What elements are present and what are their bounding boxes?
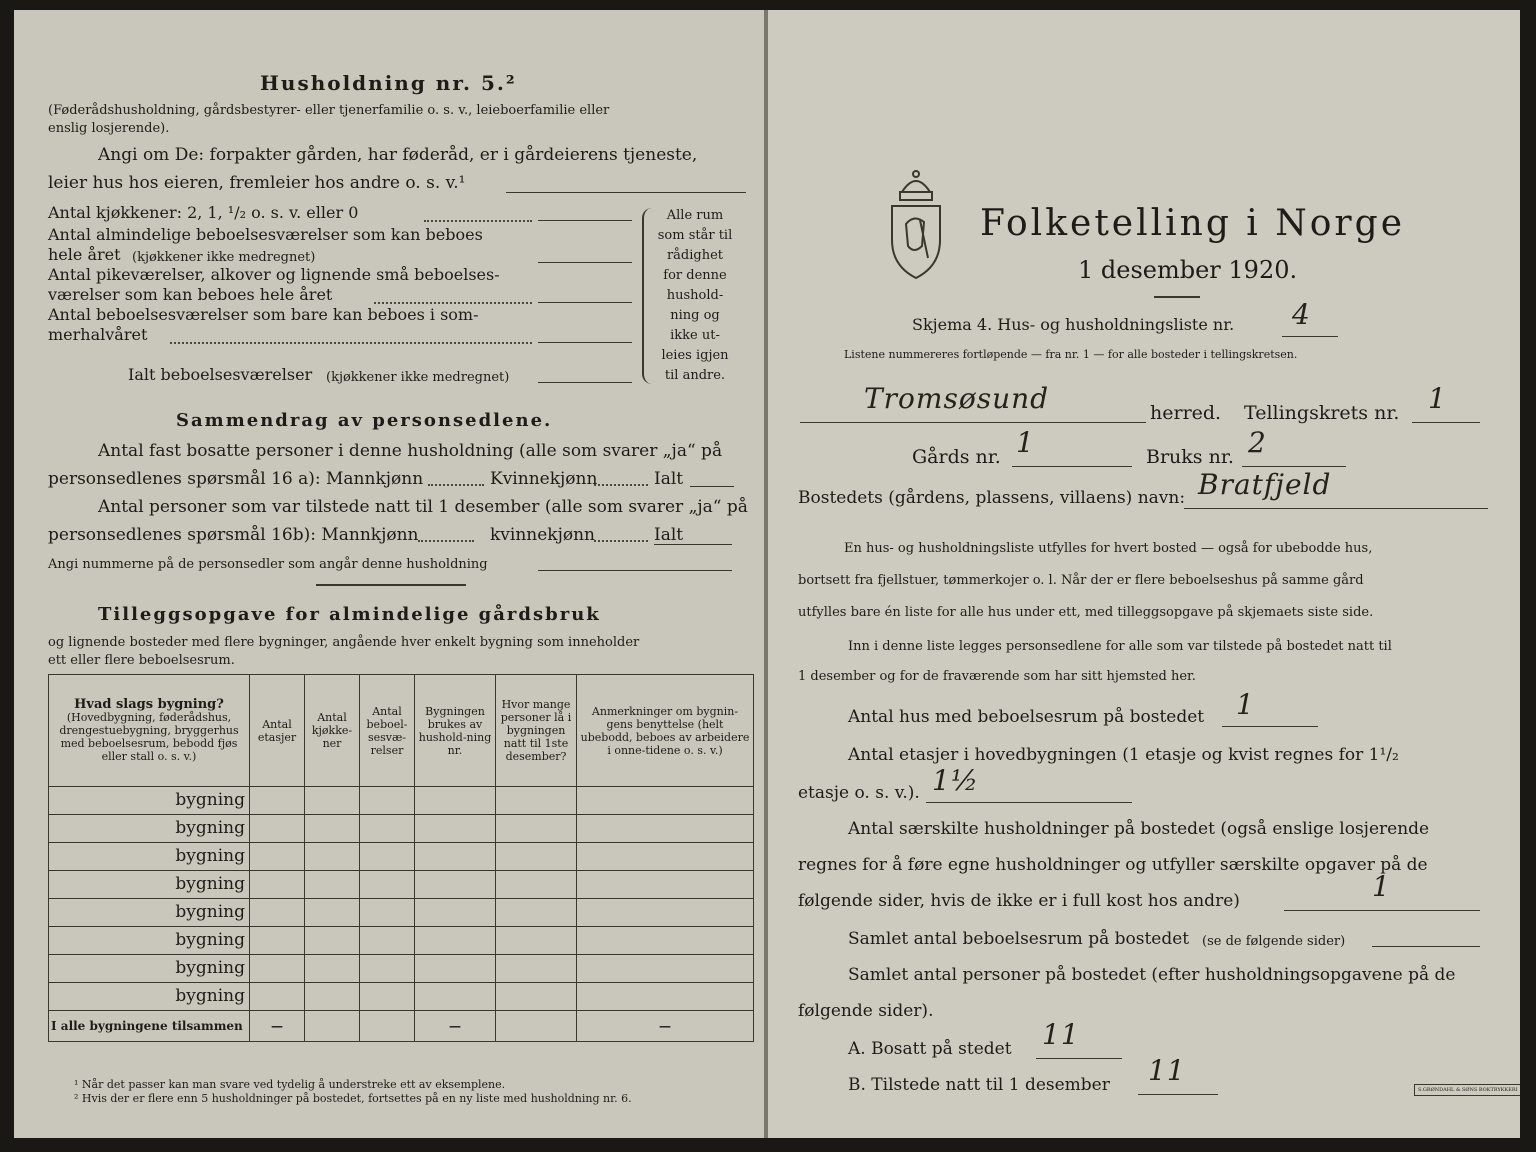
herred-line [800,422,1146,423]
kitchens-leader [424,220,532,222]
households-line [1284,910,1480,911]
building-rows [49,787,754,1011]
resident-total-label: Ialt [654,469,684,489]
instruction-2: bortsett fra fjellstuer, tømmerkojer o. l. Når der er flere beboelseshus på samme gård [798,573,1364,588]
bosted-line [1184,508,1488,509]
supplement-desc-2: ett eller flere beboelsesrum. [48,653,235,668]
kitchens-cell[interactable] [305,983,360,1011]
total-rooms [360,1011,415,1042]
building-type-cell[interactable]: bygning [49,927,250,955]
header-kitchens: Antal kjøkke-ner [305,675,360,787]
bosted-label: Bostedets (gårdens, plassens, villaens) navn: [798,488,1186,508]
resident-total-answer[interactable] [690,486,734,487]
households-label-3: følgende sider, hvis de ikke er i full kost hos andre) [798,891,1240,911]
remarks-cell[interactable] [577,955,754,983]
building-type-cell[interactable]: bygning [49,843,250,871]
persons-cell[interactable] [496,927,577,955]
resident-a-value[interactable]: 11 [1042,1018,1080,1051]
rooms-label-2b: (kjøkkener ikke medregnet) [132,250,316,265]
persons-cell[interactable] [496,815,577,843]
floors-cell[interactable] [250,955,305,983]
rooms-answer[interactable] [538,262,632,263]
household-cell[interactable] [415,955,496,983]
rooms-cell[interactable] [360,955,415,983]
remarks-cell[interactable] [577,815,754,843]
side-note-line: ikke ut- [670,328,720,343]
supplement-title: Tilleggsopgave for almindelige gårdsbruk [98,604,601,625]
side-note [650,206,740,386]
header-building-type-title: Hvad slags bygning? [74,697,224,712]
present-female-answer[interactable] [594,540,648,542]
header-building-type-desc: (Hovedbygning, føderådshus, drengestuebygning, bryggerhus med beboelsesrum, bebodd fjøs eller stall o. s. v.) [59,711,239,763]
tellingskrets-value[interactable]: 1 [1428,382,1447,415]
floors-cell[interactable] [250,843,305,871]
side-note-line: som står til [657,228,733,243]
houses-line [1222,726,1318,727]
herred-label: herred. [1150,402,1222,424]
resident-male-answer[interactable] [428,484,484,486]
kitchens-cell[interactable] [305,871,360,899]
households-label-1: Antal særskilte husholdninger på bostedet (også enslige losjerende [848,819,1430,839]
total-rooms-right-line[interactable] [1372,946,1480,947]
header-remarks: Anmerkninger om bygnin-gens benyttelse (helt ubebodd, beboes av arbeidere i onne-tidene o. s. v.) [577,675,754,787]
present-b-label: B. Tilstede natt til 1 desember [848,1075,1110,1095]
bosted-value[interactable]: Bratfjeld [1198,468,1332,501]
persons-cell[interactable] [496,983,577,1011]
kitchens-cell[interactable] [305,843,360,871]
total-rooms-label-b: (kjøkkener ikke medregnet) [326,370,510,385]
resident-line-2: personsedlenes spørsmål 16 a): Mannkjønn [48,469,424,489]
kitchens-cell[interactable] [305,899,360,927]
rooms-cell[interactable] [360,871,415,899]
bruks-line [1242,466,1346,467]
building-type-cell[interactable]: bygning [49,787,250,815]
schema-label: Skjema 4. Hus- og husholdningsliste nr. [912,315,1235,334]
resident-a-label: A. Bosatt på stedet [848,1039,1012,1059]
present-line-2: personsedlenes spørsmål 16b): Mannkjønn [48,525,419,545]
maid-rooms-leader [374,302,532,304]
side-note-line: for denne [663,268,727,283]
gards-value[interactable]: 1 [1016,426,1035,459]
instruction-3: utfylles bare én liste for alle hus under ett, med tilleggsopgave på skjemaets siste side. [798,605,1374,620]
header-floors: Antal etasjer [250,675,305,787]
present-b-line [1138,1094,1218,1095]
houses-label: Antal hus med beboelsesrum på bostedet [848,707,1205,727]
gards-label: Gårds nr. [912,446,1001,468]
side-note-line: leies igjen [661,348,729,363]
total-kitchens [305,1011,360,1042]
floors-label-2: etasje o. s. v.). [798,783,920,803]
maid-rooms-label-1: Antal pikeværelser, alkover og lignende små beboelses- [48,265,500,284]
coat-of-arms-icon [884,162,948,282]
floors-cell[interactable] [250,871,305,899]
summary-title: Sammendrag av personsedlene. [176,410,553,431]
household-cell[interactable] [415,843,496,871]
angi-line-2: leier hus hos eieren, fremleier hos andre o. s. v.¹ [48,173,466,193]
present-male-answer[interactable] [418,540,474,542]
summer-rooms-leader [170,342,532,344]
building-row [49,815,754,843]
present-b-value[interactable]: 11 [1148,1054,1186,1087]
persons-cell[interactable] [496,843,577,871]
total-household: — [415,1011,496,1042]
header-household: Bygningen brukes av hushold-ning nr. [415,675,496,787]
present-total-label: Ialt [654,525,684,545]
remarks-cell[interactable] [577,843,754,871]
kitchens-answer[interactable] [538,220,632,221]
floors-cell[interactable] [250,983,305,1011]
header-rooms: Antal beboel-sesvæ-relser [360,675,415,787]
floors-label-1: Antal etasjer i hovedbygningen (1 etasje og kvist regnes for 1¹/₂ [848,745,1399,765]
floors-cell[interactable] [250,815,305,843]
side-note-line: rådighet [666,248,724,263]
resident-female-answer[interactable] [594,484,648,486]
numbering-note: Listene nummereres fortløpende — fra nr. 1 — for alle bosteder i tellingskretsen. [844,348,1298,361]
building-type-cell[interactable]: bygning [49,871,250,899]
tellingskrets-line [1412,422,1480,423]
summer-rooms-label-1: Antal beboelsesværelser som bare kan beboes i som- [48,305,479,324]
rooms-cell[interactable] [360,843,415,871]
rooms-cell[interactable] [360,899,415,927]
persons-cell[interactable] [496,787,577,815]
maid-rooms-label-2: værelser som kan beboes hele året [48,285,333,304]
supplement-desc-1: og lignende bosteder med flere bygninger, angående hver enkelt bygning som inneholder [48,635,640,650]
instruction-1: En hus- og husholdningsliste utfylles for hvert bosted — også for ubebodde hus, [844,541,1373,556]
floors-cell[interactable] [250,787,305,815]
side-note-line: til andre. [664,368,726,383]
rooms-cell[interactable] [360,983,415,1011]
total-persons-label-2: følgende sider). [798,1001,934,1021]
census-title: Folketelling i Norge [980,203,1405,244]
building-row [49,871,754,899]
side-note-line: ning og [670,308,720,323]
numbers-label: Angi nummerne på de personsedler som angår denne husholdning [48,557,488,572]
schema-number-value[interactable]: 4 [1292,298,1311,331]
household-cell[interactable] [415,927,496,955]
right-page [768,10,1520,1138]
angi-answer-line[interactable] [506,192,746,193]
households-label-2: regnes for å føre egne husholdninger og utfyller særskilte opgaver på de [798,855,1428,875]
floors-cell[interactable] [250,899,305,927]
present-female-label: kvinnekjønn [490,525,596,545]
persons-cell[interactable] [496,871,577,899]
header-building-type [49,675,250,787]
persons-cell[interactable] [496,899,577,927]
total-rooms-right-label: Samlet antal beboelsesrum på bostedet [848,929,1190,949]
building-type-cell[interactable]: bygning [49,815,250,843]
kitchens-label: Antal kjøkkener: 2, 1, ¹/₂ o. s. v. eller 0 [48,203,359,222]
household-subtitle-1: (Føderådshusholdning, gårdsbestyrer- eller tjenerfamilie o. s. v., leieboerfamilie eller [48,103,610,118]
household-cell[interactable] [415,983,496,1011]
kitchens-cell[interactable] [305,815,360,843]
building-type-cell[interactable]: bygning [49,899,250,927]
building-type-cell[interactable]: bygning [49,983,250,1011]
remarks-cell[interactable] [577,871,754,899]
printer-stamp: S.GRØNDAHL & SØNS BOKTRYKKERI [1414,1084,1520,1096]
persons-cell[interactable] [496,955,577,983]
resident-female-label: Kvinnekjønn [490,469,598,489]
household-title: Husholdning nr. 5.² [260,71,517,95]
building-row [49,899,754,927]
total-persons-label-1: Samlet antal personer på bostedet (efter husholdningsopgavene på de [848,965,1456,985]
remarks-cell[interactable] [577,899,754,927]
tellingskrets-label: Tellingskrets nr. [1244,402,1400,424]
herred-value[interactable]: Tromsøsund [864,382,1050,415]
floors-line [926,802,1132,803]
instruction-5: 1 desember og for de fraværende som har sitt hjemsted her. [798,669,1196,684]
building-table [48,674,754,1042]
present-total-answer[interactable] [654,544,732,545]
present-line-1: Antal personer som var tilstede natt til 1 desember (alle som svarer „ja“ på [98,497,748,517]
rooms-cell[interactable] [360,815,415,843]
schema-number-line [1282,336,1338,337]
household-subtitle-2: enslig losjerende). [48,121,170,136]
building-row [49,955,754,983]
floors-value[interactable]: 1½ [932,764,979,797]
remarks-cell[interactable] [577,983,754,1011]
household-cell[interactable] [415,787,496,815]
title-separator [1154,296,1200,298]
kitchens-cell[interactable] [305,787,360,815]
summer-rooms-label-2: merhalvåret [48,325,148,344]
resident-line-1: Antal fast bosatte personer i denne husholdning (alle som svarer „ja“ på [98,441,723,461]
angi-line-1: Angi om De: forpakter gården, har føderåd, er i gårdeierens tjeneste, [98,145,698,165]
total-label: I alle bygningene tilsammen [49,1011,250,1042]
resident-a-line [1036,1058,1122,1059]
footnote-1: ¹ Når det passer kan man svare ved tydelig å understreke ett av eksemplene. [74,1078,506,1091]
total-rooms-answer[interactable] [538,382,632,383]
rooms-label-2: hele året [48,245,121,264]
building-row [49,927,754,955]
total-rooms-label: Ialt beboelsesværelser [128,365,313,384]
side-note-line: hushold- [666,288,724,303]
gards-line [1012,466,1132,467]
side-note-line: Alle rum [666,208,724,223]
houses-value[interactable]: 1 [1236,688,1255,721]
bruks-value[interactable]: 2 [1248,426,1267,459]
households-value[interactable]: 1 [1372,870,1391,903]
household-cell[interactable] [415,871,496,899]
total-floors: — [250,1011,305,1042]
numbers-answer[interactable] [538,570,732,571]
remarks-cell[interactable] [577,787,754,815]
rooms-cell[interactable] [360,927,415,955]
floors-cell[interactable] [250,927,305,955]
instruction-4: Inn i denne liste legges personsedlene for alle som var tilstede på bostedet natt til [848,639,1392,654]
footnote-2: ² Hvis der er flere enn 5 husholdninger på bostedet, fortsettes på en ny liste med husholdning nr. 6. [74,1092,632,1105]
bruks-label: Bruks nr. [1146,446,1234,468]
building-row [49,843,754,871]
left-page [14,10,766,1138]
total-row [49,1011,754,1042]
census-date: 1 desember 1920. [1078,256,1298,284]
kitchens-cell[interactable] [305,955,360,983]
building-type-cell[interactable]: bygning [49,955,250,983]
total-rooms-right-label-b: (se de følgende sider) [1202,934,1346,949]
rooms-cell[interactable] [360,787,415,815]
kitchens-cell[interactable] [305,927,360,955]
remarks-cell[interactable] [577,927,754,955]
total-remarks: — [577,1011,754,1042]
household-cell[interactable] [415,899,496,927]
header-persons: Hvor mange personer lå i bygningen natt til 1ste desember? [496,675,577,787]
building-row [49,983,754,1011]
total-persons [496,1011,577,1042]
summer-rooms-answer[interactable] [538,342,632,343]
separator [316,584,466,586]
household-cell[interactable] [415,815,496,843]
maid-rooms-answer[interactable] [538,302,632,303]
building-row [49,787,754,815]
rooms-label-1: Antal almindelige beboelsesværelser som kan beboes [48,225,483,244]
